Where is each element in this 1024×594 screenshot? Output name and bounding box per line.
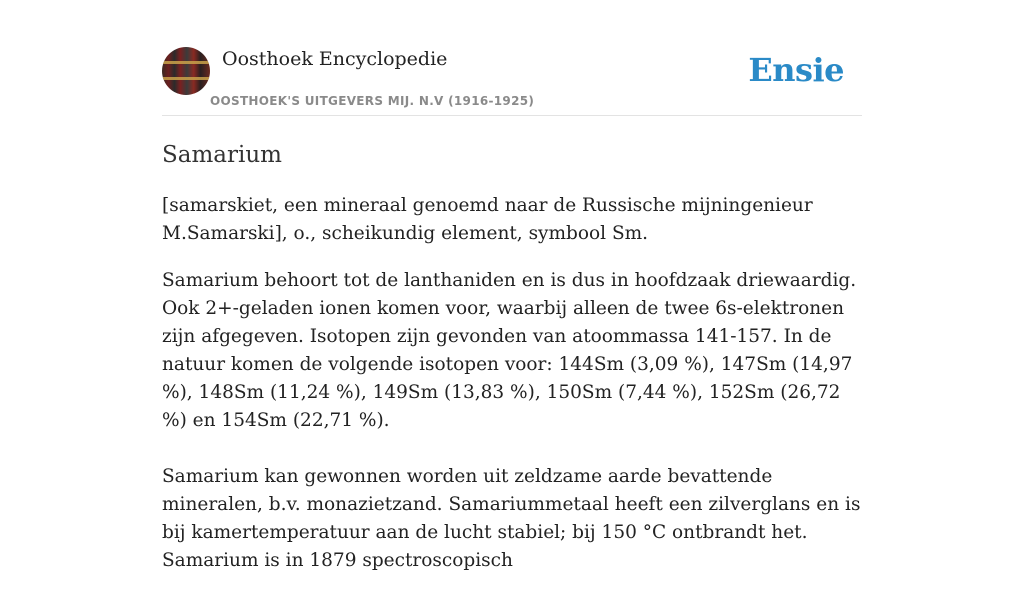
entry-paragraph: [samarskiet, een mineraal genoemd naar de Russische mijningenieur M.Samarski], o., scheikundig element, symbool Sm.: [162, 195, 813, 244]
site-header: [162, 0, 862, 116]
entry-paragraph: Samarium kan gewonnen worden uit zeldzame aarde bevattende mineralen, b.v. monazietzand. Samariummetaal heeft een zilverglans en is bij kamertemperatuur aan de lucht stabiel; bij 150 °C ontbrandt het. Samarium is in 1879 spectroscopisch: [162, 466, 861, 571]
ensie-logo[interactable]: Ensie: [748, 51, 844, 89]
entry-title: Samarium: [162, 142, 282, 168]
entry-paragraph: Samarium behoort tot de lanthaniden en is dus in hoofdzaak driewaardig. Ook 2+-geladen ionen komen voor, waarbij alleen de twee 6s-elektronen zijn afgegeven. Isotopen zijn gevonden van atoommassa 141-157. In de natuur komen de volgende isotopen voor: 144Sm (3,09 %), 147Sm (14,97 %), 148Sm (11,24 %), 149Sm (13,83 %), 150Sm (7,44 %), 152Sm (26,72 %) en 154Sm (22,71 %).: [162, 270, 857, 431]
entry-body: [162, 192, 862, 594]
book-spine-band: [162, 61, 210, 64]
site-title[interactable]: Oosthoek Encyclopedie: [222, 48, 448, 70]
encyclopedia-books-avatar[interactable]: [162, 47, 210, 95]
publisher-label: OOSTHOEK'S UITGEVERS MIJ. N.V (1916-1925): [210, 94, 535, 108]
page: [162, 0, 862, 571]
book-spine-band: [162, 77, 210, 80]
